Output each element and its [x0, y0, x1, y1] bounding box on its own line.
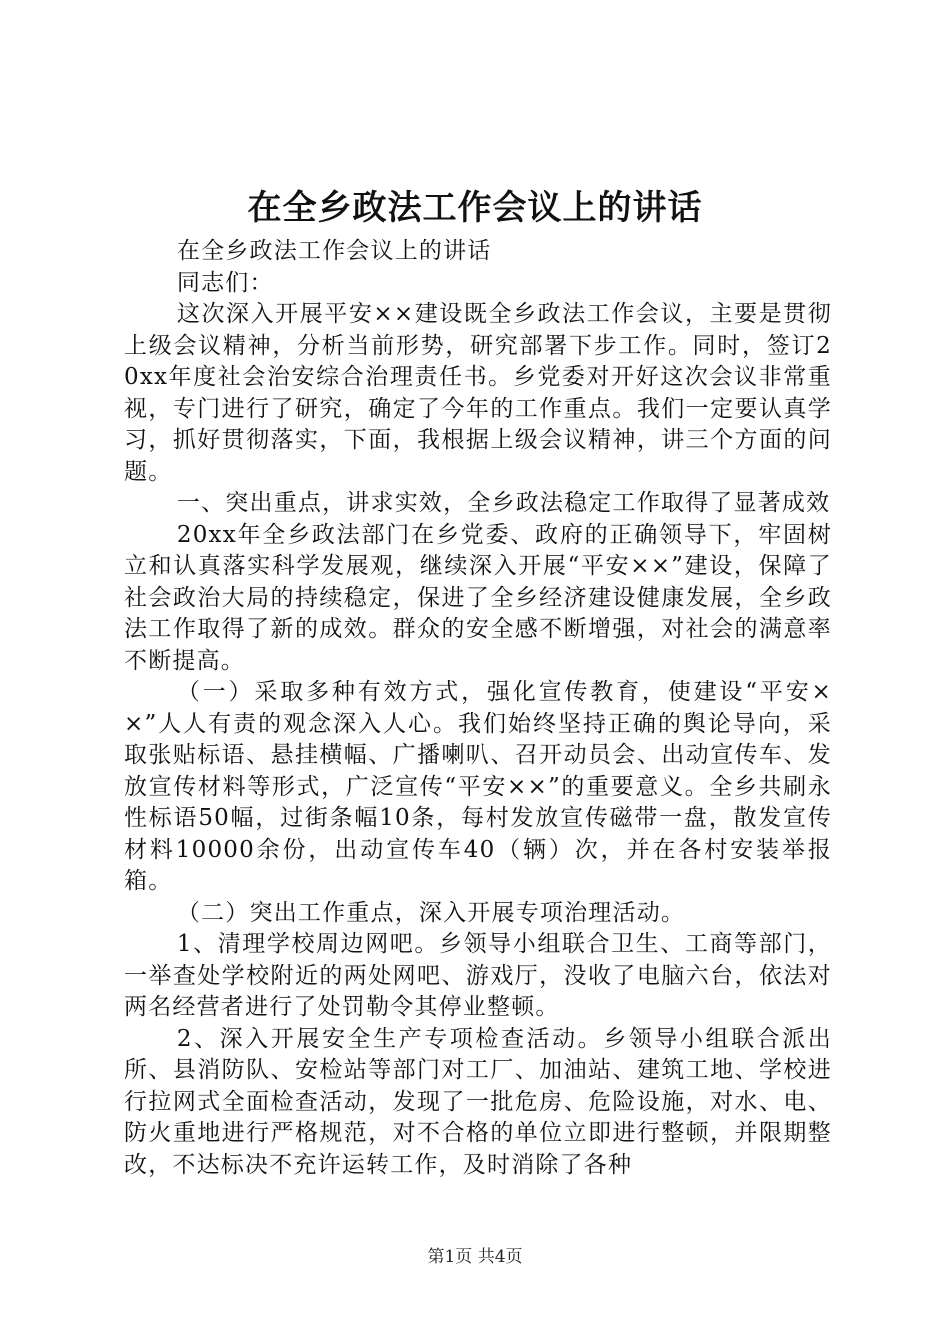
- subtitle-paragraph: 在全乡政法工作会议上的讲话: [176, 238, 492, 264]
- section-heading-one: 一、突出重点，讲求实效，全乡政法稳定工作取得了显著成效: [176, 490, 831, 516]
- intro-paragraph: 这次深入开展平安××建设既全乡政法工作会议，主要是贯彻上级会议精神，分析当前形势，研究部署下步工作。同时，签订20xx年度社会治安综合治理责任书。乡党委对开好这次会议非常重视，专门进行了研究，确定了今年的工作重点。我们一定要认真学习，抓好贯彻落实，下面，我根据上级会议精神，讲三个方面的问题。: [124, 301, 832, 485]
- summary-paragraph: 20xx年全乡政法部门在乡党委、政府的正确领导下，牢固树立和认真落实科学发展观，继续深入开展“平安××”建设，保障了社会政治大局的持续稳定，保进了全乡经济建设健康发展，全乡政法工作取得了新的成效。群众的安全感不断增强，对社会的满意率不断提高。: [124, 521, 832, 674]
- salutation-paragraph: 同志们：: [176, 269, 274, 296]
- item-one-paragraph: 1、清理学校周边网吧。乡领导小组联合卫生、工商等部门，一举查处学校附近的两处网吧、游戏厅，没收了电脑六台，依法对两名经营者进行了处罚勒令其停业整顿。: [124, 931, 832, 1020]
- subsection-heading-two: （二）突出工作重点，深入开展专项治理活动。: [176, 899, 686, 926]
- document-title: 在全乡政法工作会议上的讲话: [247, 188, 703, 228]
- page-number-footer: 第1页 共4页: [427, 1247, 523, 1267]
- publicity-paragraph: （一）采取多种有效方式，强化宣传教育，使建设“平安××”人人有责的观念深入人心。我们始终坚持正确的舆论导向，采取张贴标语、悬挂横幅、广播喇叭、召开动员会、出动宣传车、发放宣传材料等形式，广泛宣传“平安××”的重要意义。全乡共刷永性标语50幅，过街条幅10条，每村发放宣传磁带一盘，散发宣传材料10000余份，出动宣传车40（辆）次，并在各村安装举报箱。: [124, 679, 832, 894]
- document-body: [124, 236, 832, 1181]
- item-two-paragraph: 2、深入开展安全生产专项检查活动。乡领导小组联合派出所、县消防队、安检站等部门对工厂、加油站、建筑工地、学校进行拉网式全面检查活动，发现了一批危房、危险设施，对水、电、防火重地进行严格规范，对不合格的单位立即进行整顿，并限期整改，不达标决不充许运转工作，及时消除了各种: [124, 1025, 832, 1178]
